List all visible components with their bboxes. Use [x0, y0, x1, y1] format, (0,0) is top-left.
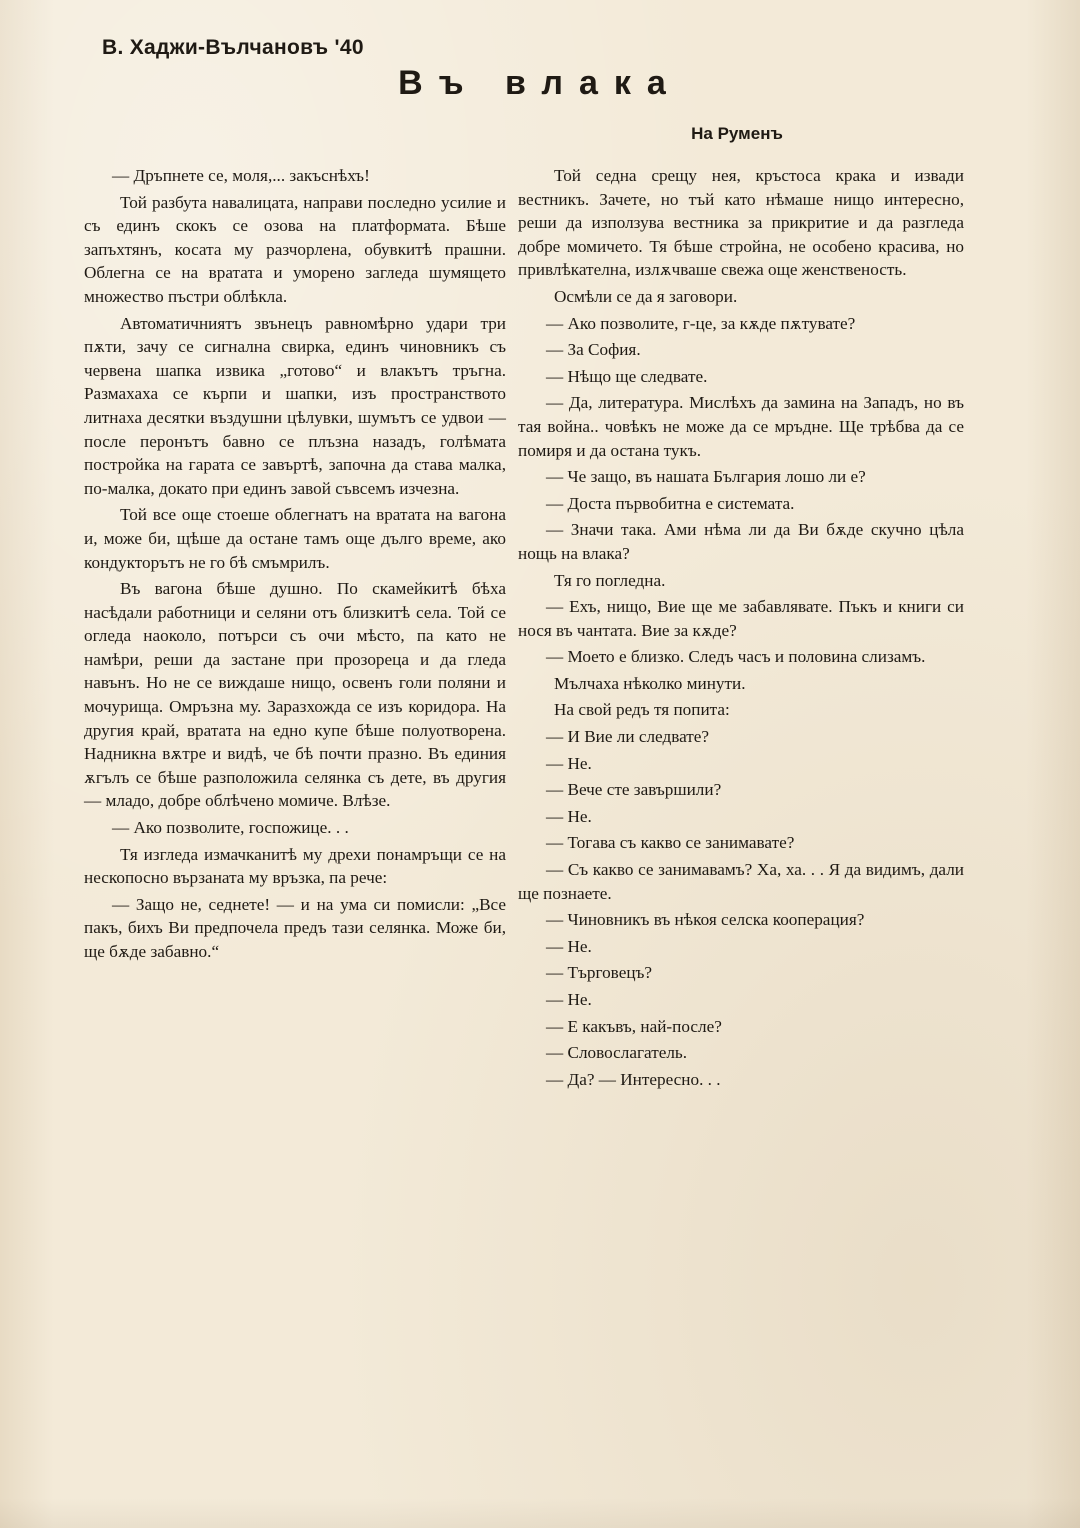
paragraph: — Съ какво се занимавамъ? Ха, ха. . . Я да видимъ, дали ще познаете.: [518, 860, 964, 903]
story-title: Въ влака: [398, 64, 682, 102]
dedication: На Руменъ: [691, 124, 783, 143]
paragraph: Осмѣли се да я заговори.: [554, 286, 738, 306]
paragraph: — Ако позволите, госпожице. . .: [112, 818, 349, 838]
paragraph: Той разбута навалицата, направи последно усилие и съ единъ скокъ се озова на платформата. Бѣше запъхтянъ, косата му разчорлена, обувкитѣ прашни. Облегна се на вратата и уморено загледа шумящето множество пъстри облѣкла.: [84, 192, 506, 306]
paragraph: Мълчаха нѣколко минути.: [554, 673, 746, 693]
paragraph: — Словослагатель.: [546, 1043, 688, 1063]
paragraph: Той седна срещу нея, кръстоса крака и извади вестникъ. Зачете, но тъй като нѣмаше нищо интересно, реши да използува вестника за прикритие и да разгледа добре момичето. Тя бѣше стройна, не особено красива, но привлѣкателна, излѫчваше свежа още женственость.: [518, 166, 964, 280]
right-column: [518, 164, 964, 1094]
paragraph: — Дръпнете се, моля,... закъснѣхъ!: [112, 166, 370, 185]
paragraph: — Не.: [546, 936, 592, 956]
paragraph: — Моето е близко. Следъ часъ и половина слизамъ.: [546, 647, 926, 667]
paragraph: — Доста първобитна е системата.: [546, 493, 795, 513]
paragraph: Той все още стоеше облегнатъ на вратата на вагона и, може би, щѣше да остане тамъ още дълго време, ако кондукторътъ не го бѣ смъмрилъ.: [84, 505, 506, 572]
paragraph: Тя изгледа измачканитѣ му дрехи понамръщи се на нескопосно вързаната му връзка, па рече:: [84, 844, 506, 888]
paragraph: — Вече сте завършили?: [546, 780, 722, 800]
paragraph: — Не.: [546, 753, 592, 773]
left-column: [84, 164, 506, 967]
paragraph: — Да, литература. Мислѣхъ да замина на Западъ, но въ тая война.. човѣкъ не може да се мръдне. Ще трѣбва да се помиря и да остана тукъ.: [518, 393, 964, 460]
paragraph: Автоматичниятъ звънецъ равномѣрно удари три пѫти, зачу се сигнална свирка, единъ чиновникъ съ червена шапка извика „готово“ и влакътъ тръгна. Размахаха се кърпи и шапки, изъ пространството литнаха десятки въздушни цѣлувки, шумътъ се удвои — после перонътъ бавно се плъзна назадъ, голѣмата постройка на гарата се завъртѣ, започна да става малка, по-малка, докато при единъ завой съвсемъ изчезна.: [84, 313, 506, 498]
page-bottom-shading: [0, 1498, 1080, 1528]
paragraph: — Да? — Интересно. . .: [546, 1069, 721, 1089]
paragraph: — Тогава съ какво се занимавате?: [546, 833, 795, 853]
author-line: В. Хаджи-Вълчановъ '40: [102, 36, 364, 59]
paragraph: — Не.: [546, 806, 592, 826]
paragraph: Тя го погледна.: [554, 570, 666, 590]
paragraph: На свой редъ тя попита:: [554, 700, 730, 720]
paragraph: — За София.: [546, 340, 641, 360]
paragraph: — Е какъвъ, най-после?: [546, 1016, 722, 1036]
paragraph: — Чиновникъ въ нѣкоя селска кооперация?: [546, 910, 865, 930]
paragraph: — Не.: [546, 990, 592, 1009]
paragraph: Въ вагона бѣше душно. По скамейкитѣ бѣха насѣдали работници и селяни отъ близкитѣ села. Той се огледа наоколо, потърси съ очи мѣсто, па като не намѣри, реши да застане при прозореца и да гледа навънъ. Но не се виждаше нищо, освенъ голи поляни и мочурища. Омръзна му. Заразхожда се изъ коридора. На другия край, вратата на едно купе бѣше полуотворена. Надникна вѫтре и видѣ, че бѣ почти празно. Въ единия ѫгълъ се бѣше разположила селянка съ дете, въ другия — младо, добре облѣчено момиче. Влѣзе.: [84, 579, 506, 811]
paragraph: — Нѣщо ще следвате.: [546, 366, 708, 386]
paragraph: — Търговецъ?: [546, 963, 653, 983]
paragraph: — И Вие ли следвате?: [546, 727, 710, 747]
paragraph: — Ехъ, нищо, Вие ще ме забавлявате. Пъкъ и книги си нося въ чантата. Вие за кѫде?: [518, 597, 964, 640]
paragraph: — Защо не, седнете! — и на ума си помисли: „Все пакъ, бихъ Ви предпочела предъ тази селянка. Може би, ще бѫде забавно.“: [84, 894, 506, 961]
paragraph: — Ако позволите, г-це, за кѫде пѫтувате?: [546, 313, 856, 333]
paragraph: — Значи така. Ами нѣма ли да Ви бѫде скучно цѣла нощь на влака?: [518, 520, 964, 563]
paragraph: — Че защо, въ нашата България лошо ли е?: [546, 467, 866, 487]
